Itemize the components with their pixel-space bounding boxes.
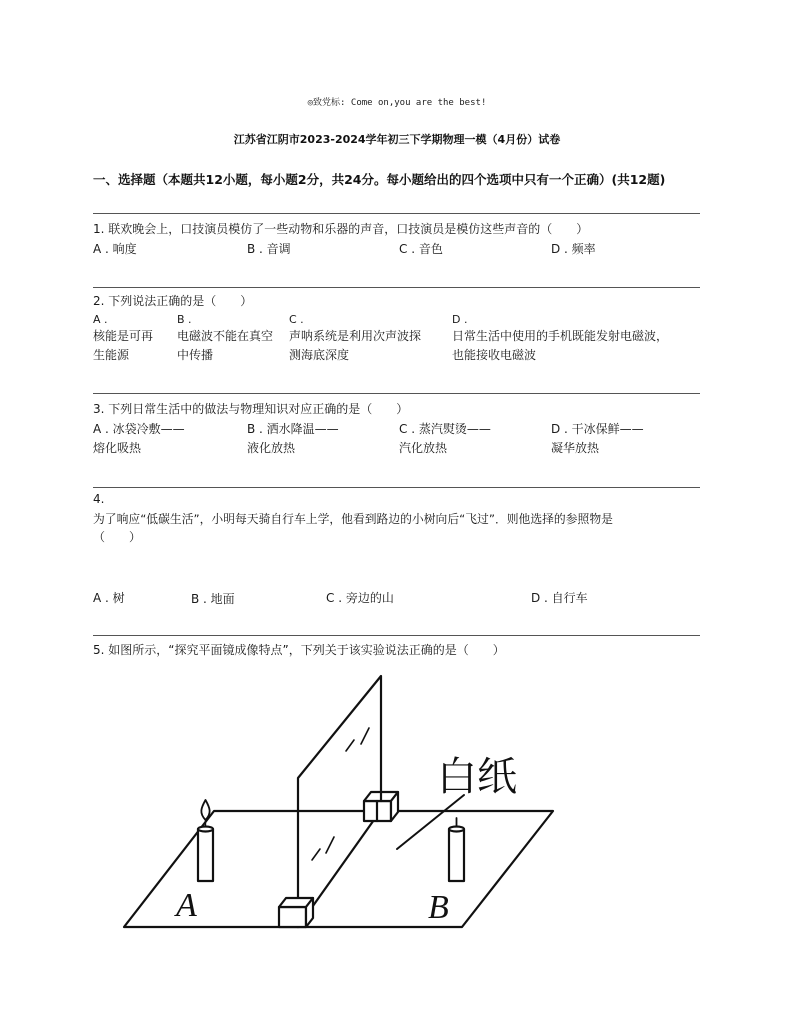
candle-b <box>449 818 464 881</box>
candle-b-label: B <box>428 889 449 926</box>
option-text-line1: 日常生活中使用的手机既能发射电磁波， <box>452 329 669 343</box>
option-text-line1: C . 蒸汽熨烫—— <box>399 422 491 436</box>
option-text-line2: 生能源 <box>93 348 130 362</box>
paper-label: 白纸 <box>437 754 517 800</box>
option-text-line1: 电磁波不能在真空 <box>177 329 274 343</box>
option-label: A . <box>93 313 108 326</box>
flame-icon <box>201 800 209 820</box>
option-text-line2: 测海底深度 <box>289 348 350 362</box>
option-text-line2: 熔化吸热 <box>93 441 142 455</box>
question-4-option-a: A . 树 <box>93 591 125 605</box>
option-text-line1: D . 干冰保鲜—— <box>551 422 644 436</box>
option-label: B . <box>177 313 192 326</box>
option-text-line2: 液化放热 <box>247 441 296 455</box>
question-2-stem: 2. 下列说法正确的是（ ） <box>93 294 253 308</box>
option-text-line2: 凝华放热 <box>551 441 600 455</box>
question-4-option-c: C . 旁边的山 <box>326 591 394 605</box>
option-text-line2: 中传播 <box>177 348 214 362</box>
question-3-stem: 3. 下列日常生活中的做法与物理知识对应正确的是（ ） <box>93 402 409 416</box>
question-1-option-d: D . 频率 <box>551 242 596 256</box>
section-heading: 一、选择题（本题共12小题，每小题2分，共24分。每小题给出的四个选项中只有一个正确）(共12题) <box>93 172 666 187</box>
question-1-stem: 1. 联欢晚会上，口技演员模仿了一些动物和乐器的声音，口技演员是模仿这些声音的（ ） <box>93 222 589 236</box>
question-4-stem: 为了响应“低碳生活”，小明每天骑自行车上学，他看到路边的小树向后“飞过”．则他选择的参照物是 <box>93 512 613 526</box>
question-5-stem: 5. 如图所示，“探究平面镜成像特点”，下列关于该实验说法正确的是（ ） <box>93 643 505 657</box>
option-text-line1: A . 冰袋冷敷—— <box>93 422 185 436</box>
motto: ◎致党标: Come on,you are the best! <box>307 98 487 108</box>
glass-mark <box>346 740 354 751</box>
candle-a-label: A <box>176 887 197 924</box>
glass-mark <box>312 849 320 860</box>
option-text-line2: 汽化放热 <box>399 441 448 455</box>
glass-mark <box>361 728 369 744</box>
option-text-line1: B . 洒水降温—— <box>247 422 339 436</box>
option-text-line2: 也能接收电磁波 <box>452 348 537 362</box>
glass-mark <box>326 837 334 853</box>
question-1-option-c: C . 音色 <box>399 242 443 256</box>
question-4-stem-continued: （ ） <box>93 530 142 544</box>
back-clamp <box>364 792 398 821</box>
question-1-option-a: A . 响度 <box>93 242 137 256</box>
option-text-line1: 核能是可再 <box>93 329 154 343</box>
option-label: C . <box>289 313 304 326</box>
option-label: D . <box>452 313 468 326</box>
question-4-option-b: B . 地面 <box>191 592 235 606</box>
question-4-option-d: D . 自行车 <box>531 591 588 605</box>
front-clamp <box>279 898 313 927</box>
option-text-line1: 声呐系统是利用次声波探 <box>289 329 422 343</box>
question-1-option-b: B . 音调 <box>247 242 291 256</box>
question-4-number: 4. <box>93 492 105 506</box>
candle-a <box>198 800 213 881</box>
page-title: 江苏省江阴市2023-2024学年初三下学期物理一模（4月份）试卷 <box>233 133 561 146</box>
